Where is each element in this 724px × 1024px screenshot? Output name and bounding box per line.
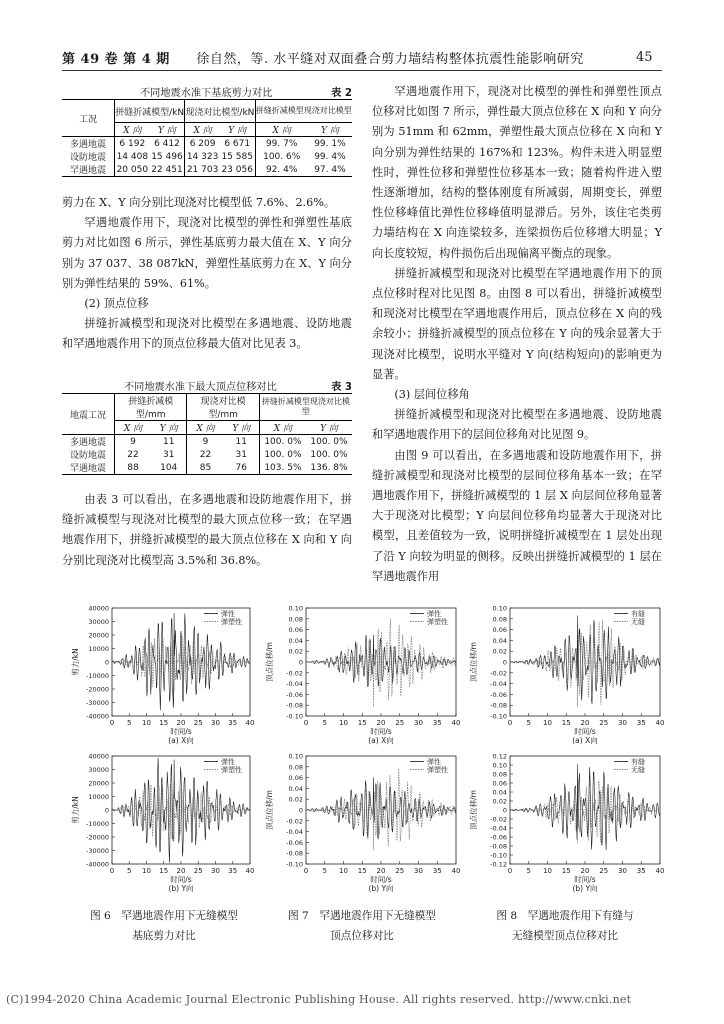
table2-y-header: Y 向 <box>150 123 185 137</box>
x-tick-label: 30 <box>618 867 627 875</box>
table-cell: 22 451 <box>150 163 185 177</box>
table-cell: 6 671 <box>220 137 255 151</box>
table-cell: 104 <box>151 461 187 475</box>
y-axis-label: 剪力/kN <box>71 796 80 824</box>
x-tick-label: 30 <box>211 867 220 875</box>
y-tick-label: -20000 <box>85 833 109 842</box>
legend-label: 弹塑性 <box>221 618 242 626</box>
x-tick-label: 20 <box>580 867 590 875</box>
legend-label: 弹性 <box>221 610 235 618</box>
x-tick-label: 5 <box>526 719 531 727</box>
series-line-弹塑性 <box>306 619 456 708</box>
table2-col-b: 现浇对比模型/kN <box>185 100 255 123</box>
series-line-无缝 <box>510 781 660 843</box>
legend-label: 弹塑性 <box>221 766 242 774</box>
copyright-footer: (C)1994-2020 China Academic Journal Electronic Publishing House. All rights reserved. http://www.cnki.net <box>6 993 632 1006</box>
table-cell: 11 <box>151 435 187 449</box>
table2-caption <box>62 84 352 98</box>
y-tick-label: -0.10 <box>490 712 507 721</box>
table-cell: 11 <box>224 435 260 449</box>
y-tick-label: 0 <box>298 806 303 815</box>
y-axis-label: 顶点位移/m <box>469 642 478 682</box>
y-tick-label: -0.02 <box>286 669 303 678</box>
y-tick-label: -30000 <box>85 699 109 707</box>
x-tick-label: 10 <box>543 867 552 875</box>
x-axis-label: 时间/s <box>574 727 596 736</box>
y-tick-label: -0.04 <box>286 828 303 837</box>
x-tick-label: 40 <box>655 719 665 727</box>
left-column-text-1 <box>62 193 352 355</box>
y-tick-label: -0.02 <box>490 815 507 824</box>
table-cell: 100. 0% <box>264 449 302 460</box>
table-cell: 136. 8% <box>306 461 352 475</box>
y-tick-label: 0 <box>104 658 109 667</box>
table-cell: 6 192 <box>115 137 150 151</box>
x-tick-label: 20 <box>176 867 186 875</box>
table3-col-b: 现浇对比模型/mm <box>187 394 259 421</box>
y-tick-label: 0.12 <box>492 752 507 761</box>
table-cell: 15 585 <box>220 150 255 163</box>
section-heading-2: (2) 顶点位移 <box>84 297 149 311</box>
x-tick-label: 10 <box>142 719 151 727</box>
x-tick-label: 20 <box>176 719 186 727</box>
right-column-text <box>372 82 662 587</box>
table-row <box>62 435 352 449</box>
y-tick-label: -0.06 <box>286 690 303 699</box>
y-tick-label: -0.04 <box>490 680 507 689</box>
x-tick-label: 20 <box>376 867 386 875</box>
x-tick-label: 15 <box>159 867 169 875</box>
x-tick-label: 25 <box>395 867 405 875</box>
subcaption: (b) Y向 <box>572 884 598 893</box>
table-cell: 23 056 <box>220 163 255 177</box>
table3-x-header: X 向 <box>123 424 143 434</box>
x-tick-label: 15 <box>159 719 169 727</box>
x-tick-label: 0 <box>303 867 309 875</box>
table3-caption <box>62 378 352 392</box>
x-tick-label: 0 <box>507 719 513 727</box>
series-line-弹性 <box>306 635 456 687</box>
paragraph: 由表 3 可以看出，在多遇地震和设防地震作用下，拼缝折减模型与现浇对比模型的最大顶点位移一致；在罕遇地震作用下，拼缝折减模型的最大顶点位移在 X 向和 Y 向分别比现浇对比模型高 3.5%和 36.8%。 <box>62 493 352 567</box>
table-cell: 100. 0% <box>259 435 306 449</box>
x-tick-label: 40 <box>451 719 461 727</box>
x-tick-label: 20 <box>376 719 386 727</box>
legend-label: 弹塑性 <box>427 766 448 774</box>
y-tick-label: 0 <box>298 658 303 667</box>
fig8-caption-line2: 无缝模型顶点位移对比 <box>512 930 618 942</box>
y-tick-label: -10000 <box>85 820 109 828</box>
series-line-弹塑性 <box>112 636 250 695</box>
y-tick-label: 0 <box>104 806 109 815</box>
table2-col-a: 拼缝折减模型/kN <box>115 100 185 123</box>
y-tick-label: 0.06 <box>492 779 507 788</box>
table2-x-header: X 向 <box>123 126 142 136</box>
series-line-有缝 <box>510 764 660 850</box>
y-tick-label: -0.06 <box>490 690 507 699</box>
table-cell: 103. 5% <box>259 461 306 475</box>
table-row <box>62 461 352 475</box>
table-cell: 99. 1% <box>308 137 352 151</box>
y-tick-label: 0.04 <box>288 784 303 793</box>
table-row <box>62 163 352 177</box>
table3-x-header: X 向 <box>273 424 293 434</box>
y-tick-label: 0.10 <box>492 761 507 770</box>
legend-label: 有缝 <box>631 758 645 766</box>
x-tick-label: 35 <box>432 719 442 727</box>
fig6-caption-line2: 基底剪力对比 <box>132 930 196 942</box>
x-tick-label: 10 <box>339 867 348 875</box>
table2-y-header: Y 向 <box>321 126 339 136</box>
y-tick-label: 0.04 <box>288 636 303 645</box>
x-tick-label: 15 <box>357 719 367 727</box>
x-tick-label: 40 <box>655 867 665 875</box>
x-tick-label: 10 <box>543 719 552 727</box>
y-tick-label: 20000 <box>88 631 109 640</box>
table-cell: 100. 6% <box>263 151 301 162</box>
table3-y-header: Y 向 <box>151 421 187 435</box>
running-header: 第 49 卷 第 4 期 徐自然，等. 水平缝对双面叠合剪力墙结构整体抗震性能影响研究 <box>62 52 584 67</box>
x-tick-label: 0 <box>507 867 513 875</box>
section-heading-3: (3) 层间位移角 <box>394 388 470 402</box>
x-tick-label: 30 <box>414 719 423 727</box>
x-tick-label: 15 <box>561 867 571 875</box>
x-axis-label: 时间/s <box>370 727 392 736</box>
y-tick-label: 0.02 <box>288 647 303 656</box>
table-cell: 9 <box>187 435 224 449</box>
table-cell: 21 703 <box>185 163 220 177</box>
legend-label: 无缝 <box>631 766 645 774</box>
x-tick-label: 0 <box>109 719 115 727</box>
table-cell: 设防地震 <box>62 448 115 461</box>
x-tick-label: 25 <box>599 867 609 875</box>
y-tick-label: -0.08 <box>490 701 507 710</box>
figures-area <box>0 598 724 908</box>
y-tick-label: -0.08 <box>286 701 303 710</box>
table3-col-c: 拼缝折减模型现浇对比模型 <box>259 394 352 421</box>
x-tick-label: 10 <box>142 867 151 875</box>
x-tick-label: 30 <box>414 867 423 875</box>
table2-col-c: 拼缝折减模型现浇对比模型 <box>255 100 352 123</box>
y-axis-label: 顶点位移/m <box>469 790 478 830</box>
fig8b-chart <box>468 753 664 894</box>
y-tick-label: -30000 <box>85 847 109 855</box>
table-cell: 15 496 <box>150 150 185 163</box>
y-tick-label: -0.12 <box>490 860 507 869</box>
x-tick-label: 5 <box>127 867 132 875</box>
table-cell: 97. 4% <box>308 163 352 177</box>
header-title: 水平缝对双面叠合剪力墙结构整体抗震性能影响研究 <box>273 52 584 67</box>
table2-x-header: X 向 <box>272 126 291 136</box>
x-tick-label: 20 <box>580 719 590 727</box>
x-tick-label: 0 <box>303 719 309 727</box>
x-tick-label: 25 <box>193 867 203 875</box>
table-cell: 14 323 <box>186 151 219 162</box>
y-tick-label: 0.04 <box>492 788 507 797</box>
table-cell: 多遇地震 <box>62 137 115 151</box>
x-tick-label: 15 <box>561 719 571 727</box>
y-tick-label: 0.04 <box>492 636 507 645</box>
table2-x-header: X 向 <box>193 126 212 136</box>
table-row <box>62 448 352 461</box>
table3-number: 表 3 <box>331 382 352 393</box>
table2-col-condition: 工况 <box>62 100 115 137</box>
y-tick-label: 0 <box>502 658 507 667</box>
x-tick-label: 30 <box>211 719 220 727</box>
table-cell: 22 <box>127 449 139 460</box>
paragraph: 罕遇地震作用下，现浇对比模型的弹性和弹塑性基底剪力对比如图 6 所示，弹性基底剪力最大值在 X、Y 向分别为 37 037、38 087kN，弹塑性基底剪力在 X、Y 向分别为弹性结果的 59%、61%。 <box>62 216 352 290</box>
y-tick-label: 0.10 <box>288 604 303 613</box>
fig6b-chart <box>70 753 254 894</box>
y-tick-label: 0.08 <box>492 770 507 779</box>
x-tick-label: 40 <box>245 719 255 727</box>
y-tick-label: 0.02 <box>288 795 303 804</box>
y-tick-label: -0.02 <box>286 817 303 826</box>
y-tick-label: -0.04 <box>286 680 303 689</box>
table-row <box>62 150 352 163</box>
y-tick-label: -10000 <box>85 672 109 680</box>
subcaption: (a) X向 <box>168 736 194 745</box>
table-cell: 99. 7% <box>255 137 308 151</box>
legend-label: 弹塑性 <box>427 618 448 626</box>
table-cell: 85 <box>187 461 224 475</box>
legend-label: 弹性 <box>221 758 235 766</box>
fig8-caption-line1: 图 8 罕遇地震作用下有缝与 <box>496 910 634 922</box>
paragraph: 拼缝折减模型和现浇对比模型在多遇地震、设防地震和罕遇地震作用下的层间位移角对比见图 9。 <box>372 408 662 442</box>
paragraph: 由图 9 可以看出，在多遇地震和设防地震作用下，拼缝折减模型和现浇对比模型的层间位移角基本一致；在罕遇地震作用下，拼缝折减模型的 1 层 X 向层间位移角显著大于现浇对比模型；Y 向层间位移角均显著大于现浇对比模型，且差值较为一致，说明拼缝折减模型在 1 层处出现了沿 Y 向较为明显的侧移。反映出拼缝折减模型的 1 层在罕遇地震作用 <box>372 448 662 583</box>
table2-title: 不同地震水准下基底剪力对比 <box>140 88 273 99</box>
table-cell: 6 209 <box>185 137 220 151</box>
x-tick-label: 5 <box>127 719 132 727</box>
table-cell: 多遇地震 <box>62 435 115 449</box>
header-rule <box>62 70 662 71</box>
y-tick-label: 30000 <box>88 766 109 774</box>
y-tick-label: -0.02 <box>490 669 507 678</box>
table2 <box>62 99 352 177</box>
y-tick-label: -40000 <box>85 712 109 721</box>
x-tick-label: 5 <box>526 867 531 875</box>
table3-col-a: 拼缝折减模型/mm <box>115 394 187 421</box>
table3-y-header: Y 向 <box>320 424 338 434</box>
y-tick-label: 0.08 <box>288 615 303 624</box>
y-tick-label: -0.10 <box>490 851 507 860</box>
x-tick-label: 35 <box>228 867 238 875</box>
table3-y-header: Y 向 <box>224 421 260 435</box>
page-number: 45 <box>636 50 653 65</box>
y-axis-label: 剪力/kN <box>71 648 80 676</box>
x-tick-label: 0 <box>109 867 115 875</box>
fig7a-chart <box>264 605 460 746</box>
subcaption: (a) X向 <box>572 736 598 745</box>
x-tick-label: 25 <box>599 719 609 727</box>
y-tick-label: 0.02 <box>492 647 507 656</box>
fig6a-chart <box>70 605 254 746</box>
table-cell: 罕遇地震 <box>62 163 115 177</box>
subcaption: (b) Y向 <box>168 884 194 893</box>
series-line-有缝 <box>510 615 660 704</box>
y-tick-label: 40000 <box>88 604 109 613</box>
y-tick-label: -0.10 <box>286 712 303 721</box>
legend-label: 弹性 <box>427 610 441 618</box>
y-tick-label: 0.10 <box>492 604 507 613</box>
header-authors: 徐自然，等 <box>196 52 264 67</box>
y-tick-label: -0.10 <box>286 860 303 869</box>
x-tick-label: 40 <box>451 867 461 875</box>
series-line-弹性 <box>306 777 456 839</box>
y-tick-label: 10000 <box>88 793 109 801</box>
x-tick-label: 40 <box>245 867 255 875</box>
table-row <box>62 137 352 151</box>
y-tick-label: 0.08 <box>492 615 507 624</box>
y-tick-label: 0.10 <box>288 752 303 761</box>
legend-label: 有缝 <box>631 610 645 618</box>
x-axis-label: 时间/s <box>574 875 596 884</box>
x-tick-label: 25 <box>395 719 405 727</box>
paragraph: 剪力在 X、Y 向分别比现浇对比模型低 7.6%、2.6%。 <box>62 196 336 209</box>
x-tick-label: 25 <box>193 719 203 727</box>
table2-number: 表 2 <box>331 88 352 99</box>
y-tick-label: -0.04 <box>490 824 507 833</box>
x-axis-label: 时间/s <box>370 875 392 884</box>
y-axis-label: 顶点位移/m <box>265 642 274 682</box>
y-tick-label: 20000 <box>88 779 109 788</box>
x-tick-label: 5 <box>322 867 327 875</box>
fig7-caption-line2: 顶点位移对比 <box>330 930 394 942</box>
table-cell: 100. 0% <box>306 435 352 449</box>
fig7-caption-line1: 图 7 罕遇地震作用下无缝模型 <box>288 910 436 922</box>
series-line-弹塑性 <box>112 783 250 841</box>
x-tick-label: 35 <box>432 867 442 875</box>
y-tick-label: 0.02 <box>492 797 507 806</box>
table-cell: 100. 0% <box>310 449 348 460</box>
x-tick-label: 30 <box>618 719 627 727</box>
table-cell: 罕遇地震 <box>62 461 115 475</box>
fig7-caption <box>262 906 462 946</box>
subcaption: (b) Y向 <box>368 884 394 893</box>
fig8-caption <box>460 906 670 946</box>
y-tick-label: 0 <box>502 806 507 815</box>
table3 <box>62 393 352 475</box>
fig6-caption-line1: 图 6 罕遇地震作用下无缝模型 <box>90 910 238 922</box>
y-axis-label: 顶点位移/m <box>265 790 274 830</box>
y-tick-label: -0.08 <box>490 842 507 851</box>
y-tick-label: 0.06 <box>492 626 507 635</box>
y-tick-label: 40000 <box>88 752 109 761</box>
paragraph: 拼缝折减模型和现浇对比模型在多遇地震、设防地震和罕遇地震作用下的顶点位移最大值对比见表 3。 <box>62 317 352 351</box>
table-cell: 31 <box>151 448 187 461</box>
y-tick-label: 0.08 <box>288 763 303 772</box>
left-column-text-2 <box>62 490 352 571</box>
table-cell: 6 412 <box>150 137 185 151</box>
journal-volume: 第 49 卷 第 4 期 <box>62 52 170 67</box>
y-tick-label: -0.06 <box>490 833 507 842</box>
y-tick-label: 10000 <box>88 645 109 653</box>
y-tick-label: 30000 <box>88 618 109 626</box>
y-tick-label: -40000 <box>85 860 109 869</box>
table-cell: 99. 4% <box>314 151 346 162</box>
x-tick-label: 15 <box>357 867 367 875</box>
x-tick-label: 35 <box>636 719 646 727</box>
fig8a-chart <box>468 605 664 746</box>
y-tick-label: -20000 <box>85 685 109 694</box>
fig7b-chart <box>264 753 460 894</box>
paragraph: 拼缝折减模型和现浇对比模型在罕遇地震作用下的顶点位移时程对比见图 8。由图 8 可以看出，拼缝折减模型和现浇对比模型在罕遇地震作用后，顶点位移在 X 向的残余较小；拼缝折减模型的顶点位移在 Y 向的残余显著大于现浇对比模型，说明水平缝对 Y 向(结构短向)的影响更为显著。 <box>372 266 662 381</box>
x-axis-label: 时间/s <box>170 875 192 884</box>
legend-label: 无缝 <box>631 618 645 626</box>
table-cell: 92. 4% <box>255 163 308 177</box>
x-tick-label: 5 <box>322 719 327 727</box>
y-tick-label: -0.06 <box>286 838 303 847</box>
y-tick-label: 0.06 <box>288 774 303 783</box>
table-cell: 20 050 <box>115 163 150 177</box>
table-cell: 设防地震 <box>62 150 115 163</box>
table-cell: 76 <box>224 461 260 475</box>
x-tick-label: 35 <box>228 719 238 727</box>
table-cell: 31 <box>224 448 260 461</box>
table2-y-header: Y 向 <box>220 123 255 137</box>
table-cell: 14 408 <box>116 151 149 162</box>
table-cell: 9 <box>115 435 151 449</box>
table-cell: 88 <box>115 461 151 475</box>
y-tick-label: -0.08 <box>286 849 303 858</box>
paragraph: 罕遇地震作用下，现浇对比模型的弹性和弹塑性顶点位移对比如图 7 所示，弹性最大顶点位移在 X 向和 Y 向分别为 51mm 和 62mm，弹塑性最大顶点位移在 X 向和 Y 向分别为弹性结果的 167%和 123%。构件未进入明显塑性时，弹性位移和弹塑性位移基本一致；随着构件进入塑性逐渐增加，结构的整体刚度有所减弱，周期变长，弹塑性位移峰值比弹性位移峰值明显滞后。另外，该住宅类剪力墙结构在 X 向连梁较多，连梁损伤后位移增大明显；Y 向长度较短，构件损伤后出现偏离平衡点的现象。 <box>372 85 662 260</box>
x-tick-label: 35 <box>636 867 646 875</box>
x-axis-label: 时间/s <box>170 727 192 736</box>
y-tick-label: 0.06 <box>288 626 303 635</box>
table3-col-condition: 地震工况 <box>62 394 115 435</box>
x-tick-label: 10 <box>339 719 348 727</box>
subcaption: (a) X向 <box>368 736 394 745</box>
table3-title: 不同地震水准下最大顶点位移对比 <box>124 382 277 393</box>
fig6-caption <box>64 906 264 946</box>
legend-label: 弹性 <box>427 758 441 766</box>
table3-x-header: X 向 <box>196 424 215 434</box>
table-cell: 22 <box>199 449 212 460</box>
